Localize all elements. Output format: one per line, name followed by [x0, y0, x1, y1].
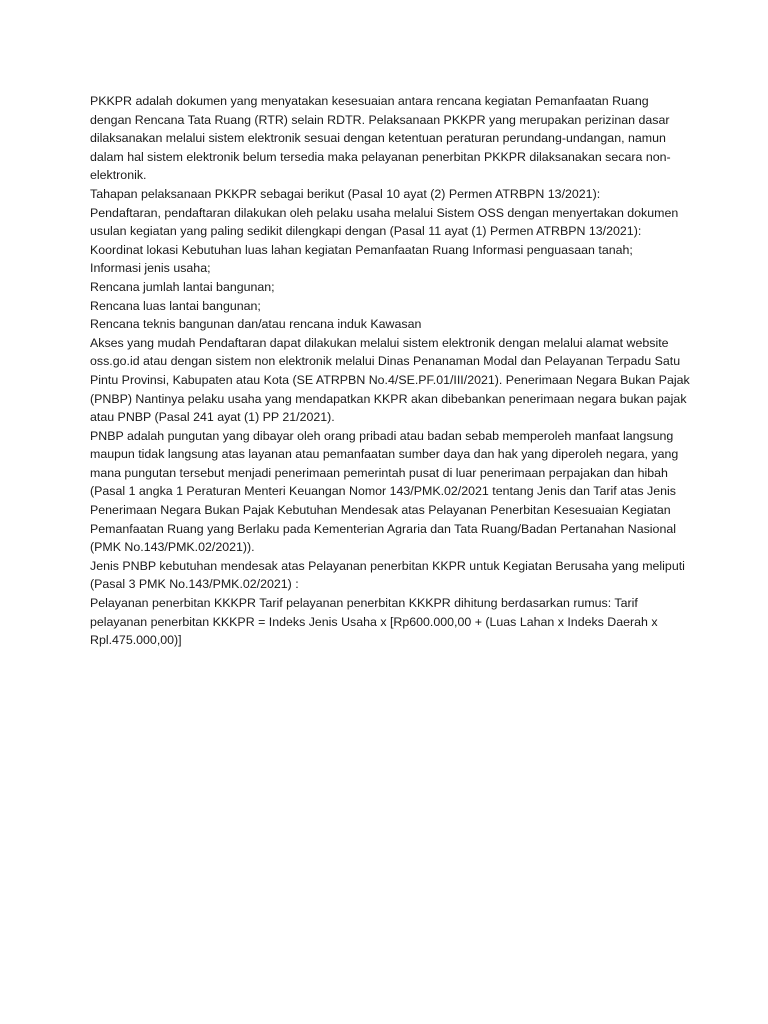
requirement-item-coordinates: Koordinat lokasi Kebutuhan luas lahan kegiatan Pemanfaatan Ruang Informasi penguasaan tanah; [90, 242, 633, 257]
pnbp-definition-paragraph: PNBP adalah pungutan yang dibayar oleh orang pribadi atau badan sebab memperoleh manfaat langsung maupun tidak langsung atas layanan atau pemanfaatan sumber daya dan hak yang diperoleh negara, yang mana pungutan tersebut menjadi penerimaan pemerintah pusat di luar penerimaan perpajakan dan hibah (Pasal 1 angka 1 Peraturan Menteri Keuangan Nomor 143/PMK.02/2021 tentang Jenis dan Tarif atas Jenis Penerimaan Negara Bukan Pajak Kebutuhan Mendesak atas Pelayanan Penerbitan Kesesuaian Kegiatan Pemanfaatan Ruang yang Berlaku pada Kementerian Agraria dan Tata Ruang/Badan Pertanahan Nasional (PMK No.143/PMK.02/2021)). [90, 428, 679, 555]
requirement-item-floor-count: Rencana jumlah lantai bangunan; [90, 279, 275, 294]
requirement-item-business-type: Informasi jenis usaha; [90, 261, 211, 276]
requirement-item-floor-area: Rencana luas lantai bangunan; [90, 298, 261, 313]
registration-paragraph: Pendaftaran, pendaftaran dilakukan oleh pelaku usaha melalui Sistem OSS dengan menyertakan dokumen usulan kegiatan yang paling sedikit dilengkapi dengan (Pasal 11 ayat (1) Permen ATRBPN 13/2021): [90, 205, 679, 239]
intro-paragraph: PKKPR adalah dokumen yang menyatakan kesesuaian antara rencana kegiatan Pemanfaatan Ruang dengan Rencana Tata Ruang (RTR) selain RDTR. Pelaksanaan PKKPR yang merupakan perizinan dasar dilaksanakan melalui sistem elektronik sesuai dengan ketentuan peraturan perundang-undangan, namun dalam hal sistem elektronik belum tersedia maka pelayanan penerbitan PKKPR dilaksanakan secara non-elektronik. [90, 94, 671, 183]
tariff-formula-paragraph: Pelayanan penerbitan KKKPR Tarif pelayanan penerbitan KKKPR dihitung berdasarkan rumus: Tarif pelayanan penerbitan KKKPR = Indeks Jenis Usaha x [Rp600.000,00 + (Luas Lahan x Indeks Daerah x Rpl.475.000,00)] [90, 596, 658, 648]
document-page [90, 92, 690, 650]
stages-heading: Tahapan pelaksanaan PKKPR sebagai berikut (Pasal 10 ayat (2) Permen ATRBPN 13/2021): [90, 186, 601, 201]
pnbp-types-paragraph: Jenis PNBP kebutuhan mendesak atas Pelayanan penerbitan KKPR untuk Kegiatan Berusaha yang meliputi (Pasal 3 PMK No.143/PMK.02/2021) : [90, 558, 685, 592]
requirement-item-technical-plan: Rencana teknis bangunan dan/atau rencana induk Kawasan [90, 317, 422, 332]
access-paragraph: Akses yang mudah Pendaftaran dapat dilakukan melalui sistem elektronik dengan melalui alamat website oss.go.id atau dengan sistem non elektronik melalui Dinas Penanaman Modal dan Pelayanan Terpadu Satu Pintu Provinsi, Kabupaten atau Kota (SE ATRPBN No.4/SE.PF.01/III/2021). Penerimaan Negara Bukan Pajak (PNBP) Nantinya pelaku usaha yang mendapatkan KKPR akan dibebankan penerimaan negara bukan pajak atau PNBP (Pasal 241 ayat (1) PP 21/2021). [90, 335, 690, 425]
